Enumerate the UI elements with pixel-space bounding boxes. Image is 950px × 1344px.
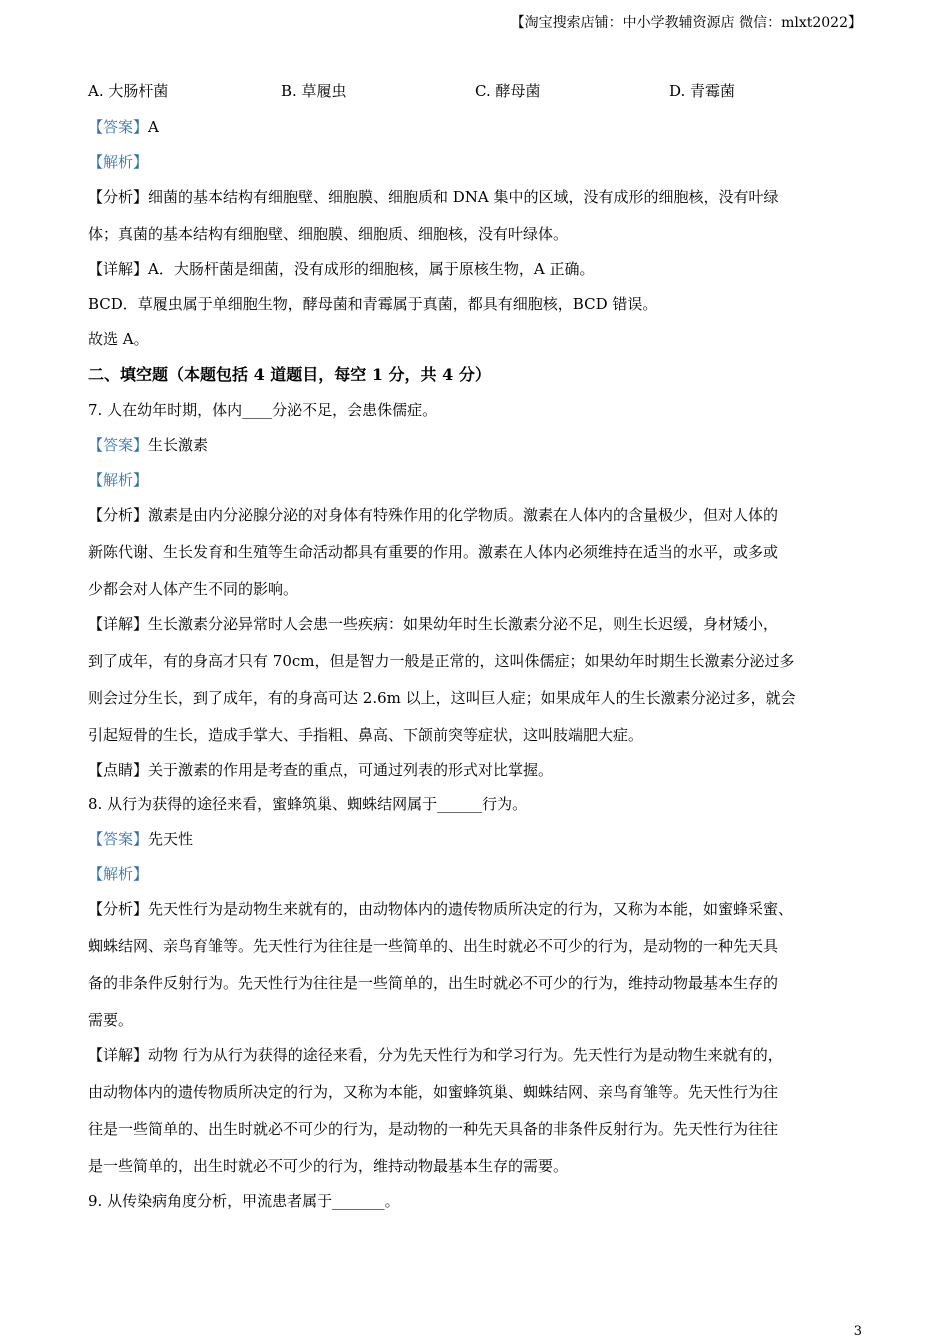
analysis-tag: 【解析】 (88, 471, 149, 489)
q8-detail-line-1 (88, 1044, 868, 1066)
q6-detail-line-2: BCD．草履虫属于单细胞生物，酵母菌和青霉属于真菌，都具有细胞核，BCD 错误。 (88, 295, 658, 313)
option-b: B. 草履虫 (281, 82, 347, 100)
fenxi-text: 细菌的基本结构有细胞壁、细胞膜、细胞质和 DNA 集中的区域，没有成形的细胞核，没有叶绿 (148, 188, 779, 206)
q8-detail-line-4: 是一些简单的，出生时就必不可少的行为，维持动物最基本生存的需要。 (88, 1157, 569, 1175)
fenxi-text: 先天性行为是动物生来就有的，由动物体内的遗传物质所决定的行为，又称为本能，如蜜蜂采蜜、 (148, 900, 794, 918)
fenxi-tag: 【分析】 (88, 188, 149, 206)
answer-text: A (148, 118, 159, 136)
page-header: 【淘宝搜索店铺：中小学教辅资源店 微信：mlxt2022】 (510, 15, 862, 31)
q7-detail-line-4: 引起短骨的生长，造成手掌大、手指粗、鼻高、下颌前突等症状，这叫肢端肥大症。 (88, 726, 644, 744)
q7-detail-line-2: 到了成年，有的身高才只有 70cm，但是智力一般是正常的，这叫侏儒症；如果幼年时期生长激素分泌过多 (88, 652, 795, 670)
answer-text: 生长激素 (148, 436, 209, 454)
answer-tag: 【答案】 (88, 436, 149, 454)
analysis-tag: 【解析】 (88, 865, 149, 883)
fenxi-text: 激素是由内分泌腺分泌的对身体有特殊作用的化学物质。激素在人体内的含量极少，但对人体的 (148, 506, 779, 524)
answer-text: 先天性 (148, 830, 194, 848)
q8-question: 8. 从行为获得的途径来看，蜜蜂筑巢、蜘蛛结网属于______行为。 (88, 795, 528, 813)
q7-detail-line-3: 则会过分生长，到了成年，有的身高可达 2.6m 以上，这叫巨人症；如果成年人的生长激素分泌过多，就会 (88, 689, 796, 707)
detail-text: 动物 行为从行为获得的途径来看，分为先天性行为和学习行为。先天性行为是动物生来就有的， (148, 1046, 783, 1064)
q6-analysis-tag (88, 151, 868, 173)
dianjing-text: 关于激素的作用是考查的重点，可通过列表的形式对比掌握。 (148, 761, 554, 779)
q8-detail-line-2: 由动物体内的遗传物质所决定的行为，又称为本能，如蜜蜂筑巢、蜘蛛结网、亲鸟育雏等。先天性行为往 (88, 1083, 779, 1101)
option-a: A. 大肠杆菌 (88, 82, 169, 100)
section-title: 二、填空题（本题包括 4 道题目，每空 1 分，共 4 分） (88, 365, 491, 384)
detail-text: A．大肠杆菌是细菌，没有成形的细胞核，属于原核生物，A 正确。 (148, 260, 595, 278)
q6-conclusion: 故选 A。 (88, 330, 149, 348)
q7-analysis-tag (88, 469, 868, 491)
q9-question: 9. 从传染病角度分析，甲流患者属于_______。 (88, 1192, 400, 1210)
option-c: C. 酵母菌 (475, 82, 541, 100)
q8-detail-line-3: 往是一些简单的、出生时就必不可少的行为，是动物的一种先天具备的非条件反射行为。先天性行为往往 (88, 1120, 779, 1138)
detail-tag: 【详解】 (88, 615, 149, 633)
q8-analysis-tag (88, 863, 868, 885)
q8-fenxi-line-3: 备的非条件反射行为。先天性行为往往是一些简单的，出生时就必不可少的行为，维持动物最基本生存的 (88, 974, 779, 992)
answer-tag: 【答案】 (88, 830, 149, 848)
dianjing-tag: 【点睛】 (88, 761, 149, 779)
q6-fenxi-line-1 (88, 186, 868, 208)
answer-tag: 【答案】 (88, 118, 149, 136)
detail-tag: 【详解】 (88, 1046, 149, 1064)
detail-tag: 【详解】 (88, 260, 149, 278)
q7-fenxi-line-1 (88, 504, 868, 526)
q6-fenxi-line-2: 体；真菌的基本结构有细胞壁、细胞膜、细胞质、细胞核，没有叶绿体。 (88, 225, 569, 243)
q7-question: 7. 人在幼年时期，体内____分泌不足，会患侏儒症。 (88, 401, 438, 419)
q8-answer (88, 828, 868, 850)
q6-detail-line-1 (88, 258, 868, 280)
q7-detail-line-1 (88, 613, 868, 635)
q8-fenxi-line-4: 需要。 (88, 1011, 134, 1029)
q8-fenxi-line-1 (88, 898, 868, 920)
option-d: D. 青霉菌 (669, 82, 736, 100)
q7-fenxi-line-3: 少都会对人体产生不同的影响。 (88, 580, 299, 598)
page-number: 3 (853, 1324, 862, 1339)
q7-answer (88, 434, 868, 456)
analysis-tag: 【解析】 (88, 153, 149, 171)
q6-answer (88, 116, 868, 138)
q8-fenxi-line-2: 蜘蛛结网、亲鸟育雏等。先天性行为往往是一些简单的、出生时就必不可少的行为，是动物的一种先天具 (88, 937, 779, 955)
fenxi-tag: 【分析】 (88, 506, 149, 524)
detail-text: 生长激素分泌异常时人会患一些疾病：如果幼年时生长激素分泌不足，则生长迟缓，身材矮小， (148, 615, 779, 633)
fenxi-tag: 【分析】 (88, 900, 149, 918)
q7-fenxi-line-2: 新陈代谢、生长发育和生殖等生命活动都具有重要的作用。激素在人体内必须维持在适当的水平，或多或 (88, 543, 779, 561)
q7-dianjing (88, 759, 868, 781)
